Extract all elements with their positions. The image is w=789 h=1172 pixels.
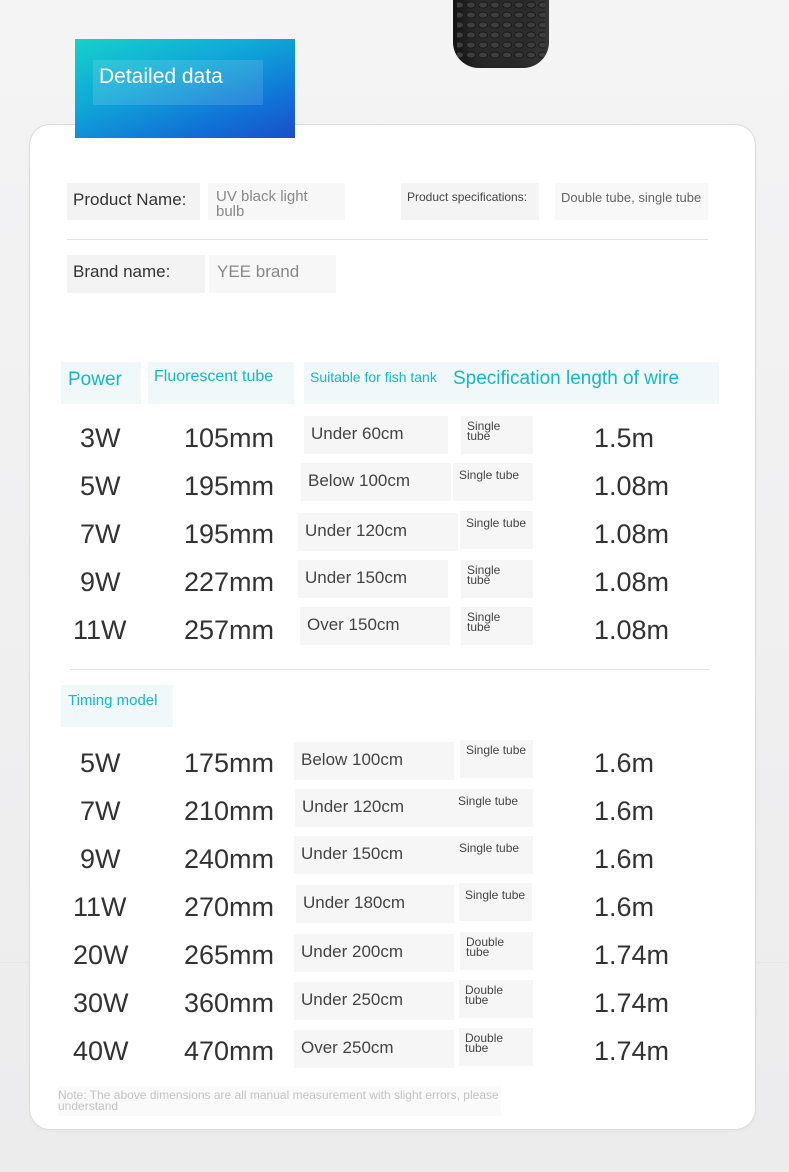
row-suitable: Under 120cm [298,513,458,551]
row-tube-length: 265mm [184,940,275,970]
header-power: Power [61,362,141,404]
row-spec: Double tube [459,980,533,1018]
row-spec: Single tube [453,836,533,874]
product-spec-value: Double tube, single tube [555,183,708,220]
row-wire-length: 1.08m [594,519,670,549]
banner-title: Detailed data [93,60,263,105]
row-tube-length: 240mm [184,844,275,874]
row-wire-length: 1.08m [594,471,670,501]
row-tube-length: 470mm [184,1036,275,1066]
row-power: 7W [80,796,121,826]
row-suitable: Under 150cm [298,560,448,598]
row-tube-length: 257mm [184,615,275,645]
measurement-note: Note: The above dimensions are all manual measurement with slight errors, please understand [58,1086,501,1116]
row-suitable: Over 150cm [300,607,450,645]
row-tube-length: 195mm [184,471,275,501]
row-suitable: Under 120cm [295,789,453,827]
header-fluorescent-tube: Fluorescent tube [148,362,294,404]
row-spec: Single tube [459,883,532,921]
detailed-data-banner [75,39,295,138]
row-suitable: Under 250cm [294,982,454,1020]
row-power: 11W [73,892,127,922]
row-wire-length: 1.6m [594,748,655,778]
row-suitable: Over 250cm [294,1030,454,1068]
timing-model-label: Timing model [61,685,173,727]
row-wire-length: 1.74m [594,1036,670,1066]
row-wire-length: 1.6m [594,796,655,826]
row-power: 5W [80,748,121,778]
product-photo [453,0,549,68]
row-tube-length: 360mm [184,988,275,1018]
row-spec: Single tube [461,416,533,454]
row-wire-length: 1.08m [594,615,670,645]
row-suitable: Under 150cm [294,836,454,874]
row-spec: Single tube [453,463,533,501]
row-power: 9W [80,567,121,597]
row-spec: Single tube [452,789,533,827]
row-power: 7W [80,519,121,549]
product-spec-label: Product specifications: [401,183,539,220]
brand-name-label: Brand name: [67,255,205,293]
row-spec: Single tube [461,607,533,645]
row-power: 3W [80,423,121,453]
row-suitable: Below 100cm [301,463,451,501]
row-wire-length: 1.74m [594,940,670,970]
row-tube-length: 227mm [184,567,275,597]
row-suitable: Under 200cm [294,934,454,972]
row-spec: Double tube [460,932,533,970]
row-power: 9W [80,844,121,874]
row-tube-length: 210mm [184,796,275,826]
row-power: 20W [73,940,129,970]
row-tube-length: 270mm [184,892,275,922]
row-suitable: Below 100cm [294,742,454,780]
row-wire-length: 1.6m [594,844,655,874]
row-suitable: Under 60cm [304,416,448,454]
row-tube-length: 105mm [184,423,275,453]
row-power: 11W [73,615,127,645]
row-tube-length: 195mm [184,519,275,549]
row-spec: Single tube [460,511,533,549]
row-power: 30W [73,988,129,1018]
row-wire-length: 1.6m [594,892,655,922]
divider [70,669,710,670]
product-name-value: UV black light bulb [208,183,345,220]
brand-name-value: YEE brand [209,255,336,293]
row-power: 40W [73,1036,129,1066]
header-spec-wire: Specification length of wire [451,362,719,404]
header-suitable-tank: Suitable for fish tank [304,362,451,404]
row-wire-length: 1.74m [594,988,670,1018]
row-tube-length: 175mm [184,748,275,778]
spec-card [30,125,755,1129]
row-wire-length: 1.08m [594,567,670,597]
row-wire-length: 1.5m [594,423,655,453]
divider [67,239,708,240]
product-name-label: Product Name: [67,183,200,220]
row-spec: Single tube [461,560,533,598]
row-suitable: Under 180cm [296,885,454,923]
row-power: 5W [80,471,121,501]
row-spec: Double tube [459,1028,533,1066]
row-spec: Single tube [460,740,533,778]
